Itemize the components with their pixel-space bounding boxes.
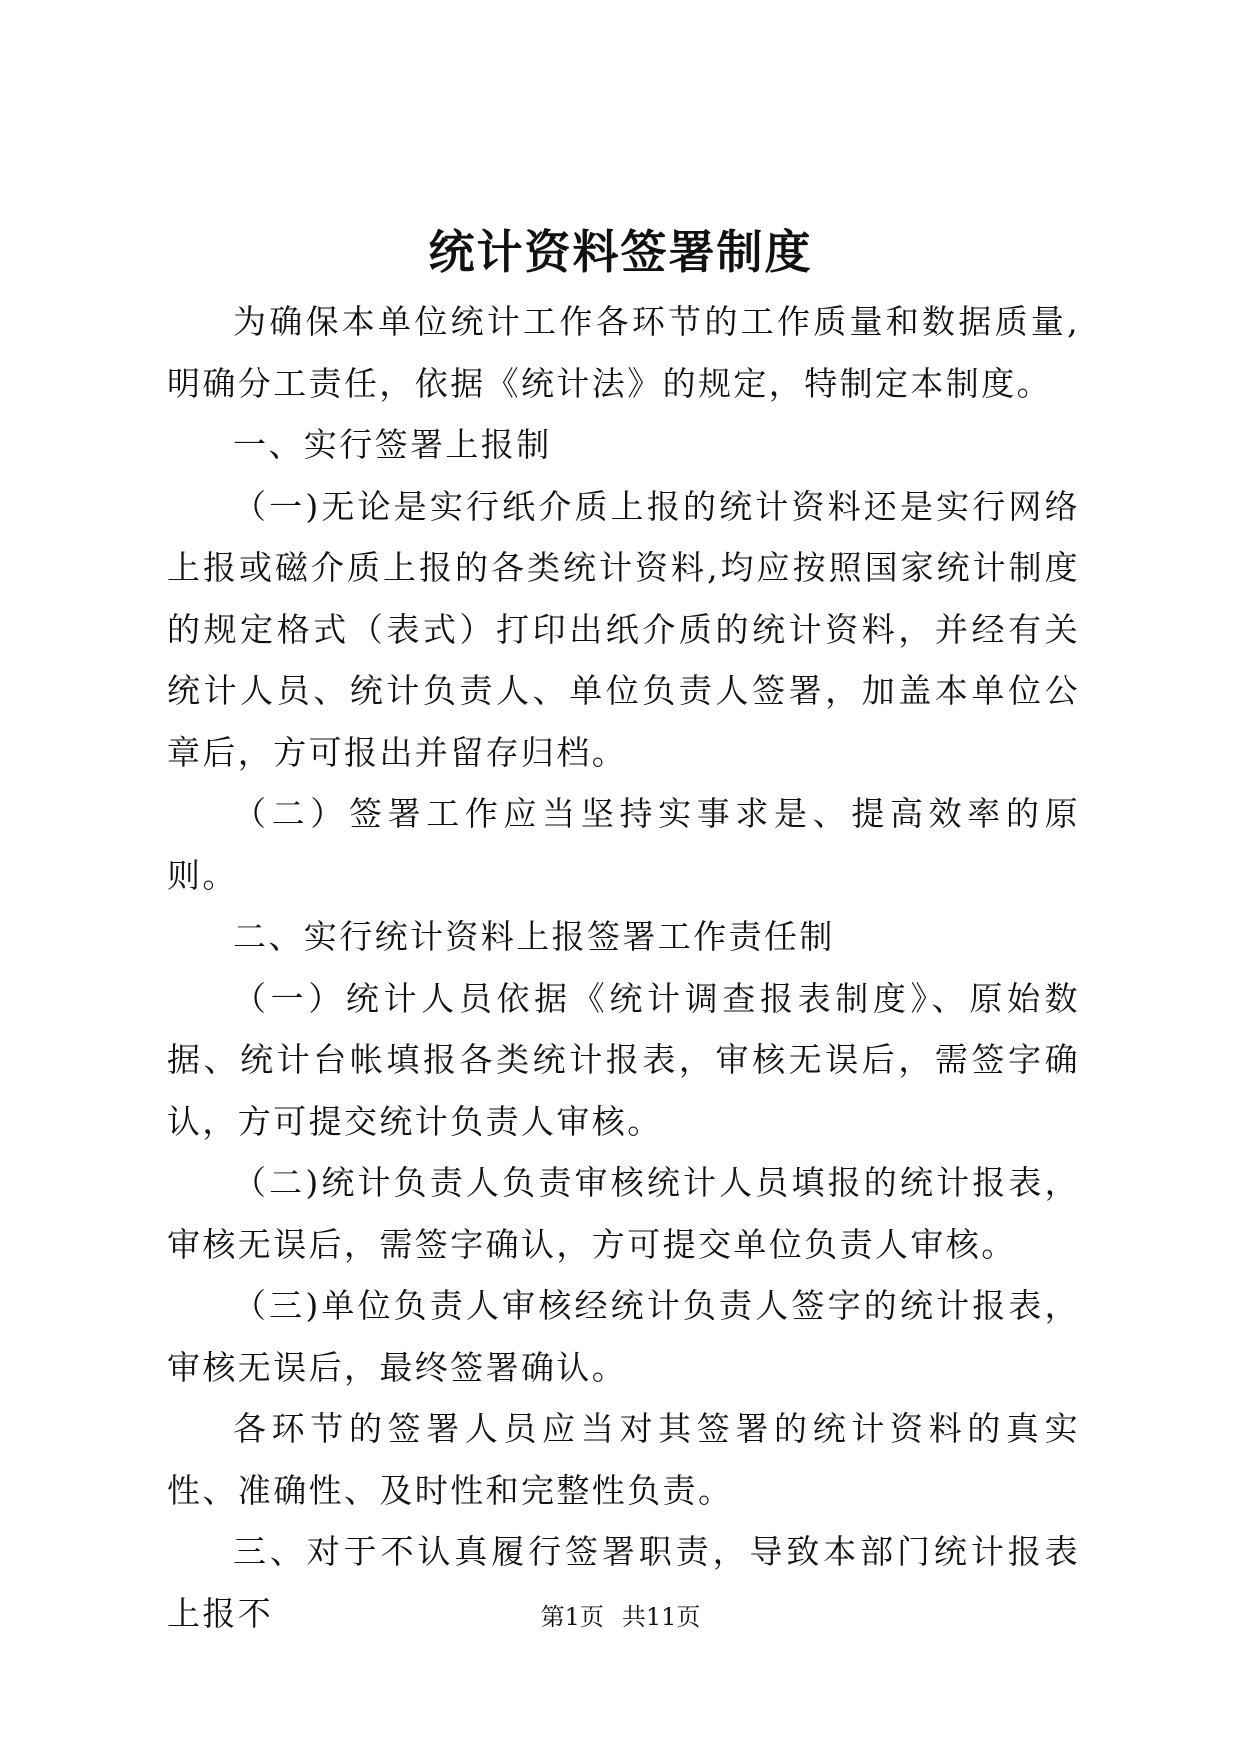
paragraph-2-3: （三)单位负责人审核经统计负责人签字的统计报表，审核无误后，最终签署确认。 — [167, 1286, 1080, 1387]
page-footer — [0, 1602, 1241, 1632]
paragraph-1-1: （一)无论是实行纸介质上报的统计资料还是实行网络上报或磁介质上报的各类统计资料,均应按照国家统计制度的规定格式（表式）打印出纸介质的统计资料，并经有关统计人员、统计负责人、单位负责人签署，加盖本单位公章后，方可报出并留存归档。 — [167, 486, 1080, 772]
section-heading-2: 二、实行统计资料上报签署工作责任制 — [233, 917, 835, 956]
page-number: 第1页 — [540, 1603, 604, 1631]
document-title: 统计资料签署制度 — [428, 225, 813, 279]
paragraph-2-1: （一）统计人员依据《统计调查报表制度》、原始数据、统计台帐填报各类统计报表，审核无误后，需签字确认，方可提交统计负责人审核。 — [167, 978, 1080, 1141]
section-heading-1: 一、实行签署上报制 — [233, 425, 552, 464]
page-total: 共11页 — [621, 1603, 701, 1631]
paragraph-responsibility: 各环节的签署人员应当对其签署的统计资料的真实性、准确性、及时性和完整性负责。 — [167, 1409, 1080, 1510]
paragraph-intro: 为确保本单位统计工作各环节的工作质量和数据质量,明确分工责任，依据《统计法》的规定，特制定本制度。 — [167, 302, 1080, 403]
document-body — [167, 291, 1080, 1644]
paragraph-2-2: （二)统计负责人负责审核统计人员填报的统计报表，审核无误后，需签字确认，方可提交单位负责人审核。 — [167, 1163, 1080, 1264]
paragraph-1-2: （二）签署工作应当坚持实事求是、提高效率的原则。 — [167, 794, 1080, 895]
section-heading-3: 三、对于不认真履行签署职责，导致本部门统计报表上报不 — [167, 1532, 1080, 1633]
